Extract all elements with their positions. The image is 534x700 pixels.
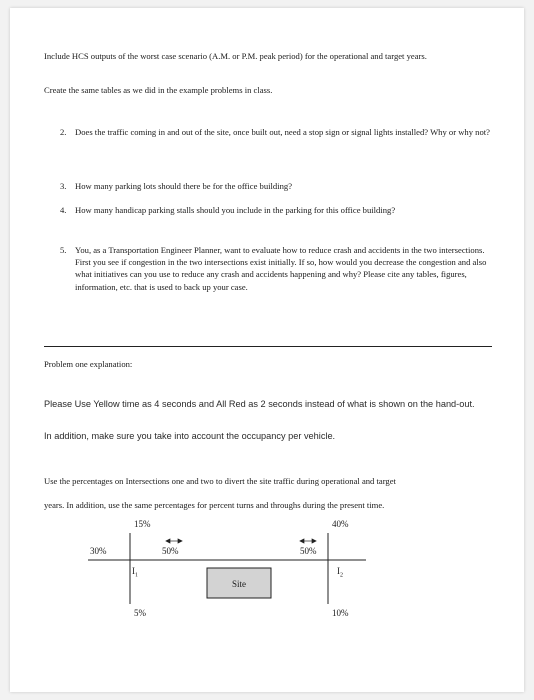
question-text: How many parking lots should there be for the office building? [75, 181, 293, 191]
percentages-note-line1: Use the percentages on Intersections one and two to divert the site traffic during operational and target [44, 476, 396, 486]
pct-north-1: 15% [134, 519, 151, 529]
intersection-2-label [337, 566, 343, 579]
percentages-note-line2: years. In addition, use the same percentages for percent turns and throughs during the present time. [44, 500, 385, 510]
question-number: 5. [60, 245, 67, 255]
intersection-1-subscript: 1 [135, 572, 138, 579]
intersection-1-letter: I [132, 566, 135, 576]
pct-south-1: 5% [134, 608, 146, 618]
question-number: 2. [60, 127, 67, 137]
explanation-occupancy-note: In addition, make sure you take into account the occupancy per vehicle. [44, 431, 336, 441]
pct-mid-left: 50% [162, 546, 179, 556]
question-text: How many handicap parking stalls should you include in the parking for this office building? [75, 205, 396, 215]
question-number: 4. [60, 205, 67, 215]
site-label: Site [231, 579, 247, 589]
intersection-diagram [10, 8, 524, 692]
document-page [10, 8, 524, 692]
two-way-arrow-icon [300, 539, 316, 543]
intersection-2-subscript: 2 [340, 572, 343, 579]
explanation-timing-note: Please Use Yellow time as 4 seconds and All Red as 2 seconds instead of what is shown on the hand-out. [44, 399, 475, 409]
intro-tables-instruction: Create the same tables as we did in the example problems in class. [44, 85, 273, 95]
intersection-1-label [132, 566, 138, 579]
pct-south-2: 10% [332, 608, 349, 618]
pct-west: 30% [90, 546, 107, 556]
question-text: Does the traffic coming in and out of the site, once built out, need a stop sign or signal lights installed? Why or why not? [75, 127, 490, 137]
question-number: 3. [60, 181, 67, 191]
explanation-heading: Problem one explanation: [44, 359, 133, 369]
pct-north-2: 40% [332, 519, 349, 529]
pct-mid-right: 50% [300, 546, 317, 556]
intersection-2-letter: I [337, 566, 340, 576]
two-way-arrow-icon [166, 539, 182, 543]
question-text: You, as a Transportation Engineer Planner, want to evaluate how to reduce crash and accidents in the two intersections. First you see if congestion in the two intersections exist initially. If so, how would you decrease the congestion and also what initiatives can you use to reduce any crash and accidents happening and why? Please cite any tables, figures, information, etc. that is used to back up your case. [75, 245, 487, 292]
intro-requirement: Include HCS outputs of the worst case scenario (A.M. or P.M. peak period) for the operational and target years. [44, 51, 427, 61]
